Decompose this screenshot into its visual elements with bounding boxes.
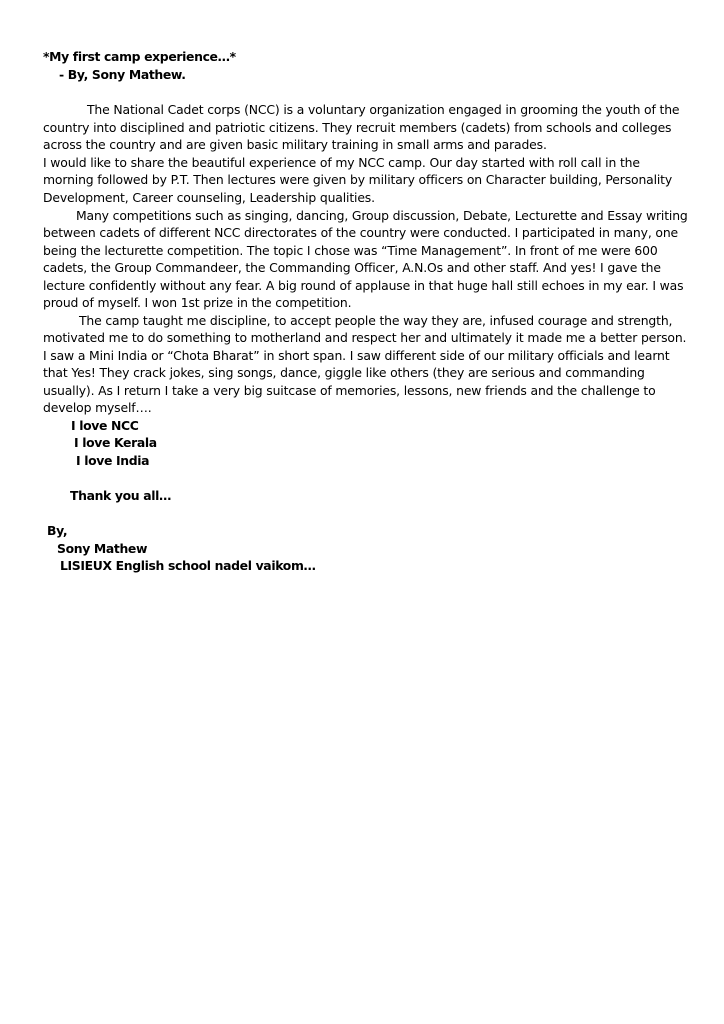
body-line: across the country and are given basic military training in small arms and parades. [43,137,547,152]
love-line: I love India [76,453,150,468]
love-line: I love Kerala [74,435,157,450]
body-line: proud of myself. I won 1st prize in the competition. [43,295,352,310]
body-line: develop myself…. [43,400,152,415]
document-byline: - By, Sony Mathew. [59,67,186,82]
body-line: Many competitions such as singing, dancing, Group discussion, Debate, Lecturette and Essay writing [76,208,688,223]
document-title: *My first camp experience…* [43,49,236,64]
body-line: I would like to share the beautiful experience of my NCC camp. Our day started with roll call in the [43,155,640,170]
body-line: that Yes! They crack jokes, sing songs, dance, giggle like others (they are serious and commanding [43,365,645,380]
body-line: The National Cadet corps (NCC) is a voluntary organization engaged in grooming the youth of the [87,102,680,117]
body-line: motivated me to do something to motherland and respect her and ultimately it made me a better person. [43,330,687,345]
body-line: being the lecturette competition. The topic I chose was “Time Management”. In front of me were 600 [43,243,658,258]
body-line: between cadets of different NCC directorates of the country were conducted. I participated in many, one [43,225,679,240]
body-line: morning followed by P.T. Then lectures were given by military officers on Character building, Personality [43,172,673,187]
body-line: The camp taught me discipline, to accept people the way they are, infused courage and strength, [79,313,673,328]
body-line: country into disciplined and patriotic citizens. They recruit members (cadets) from schools and colleges [43,120,672,135]
body-line: Development, Career counseling, Leadership qualities. [43,190,375,205]
thanks-line: Thank you all… [70,488,172,503]
signoff-by: By, [47,523,68,538]
body-line: I saw a Mini India or “Chota Bharat” in short span. I saw different side of our military officials and learnt [43,348,670,363]
body-line: cadets, the Group Commandeer, the Commanding Officer, A.N.Os and other staff. And yes! I gave the [43,260,661,275]
body-line: usually). As I return I take a very big suitcase of memories, lessons, new friends and the challenge to [43,383,656,398]
signoff-school: LISIEUX English school nadel vaikom… [60,558,316,573]
body-line: lecture confidently without any fear. A big round of applause in that huge hall still echoes in my ear. I was [43,278,684,293]
signoff-name: Sony Mathew [57,541,148,556]
love-line: I love NCC [71,418,139,433]
